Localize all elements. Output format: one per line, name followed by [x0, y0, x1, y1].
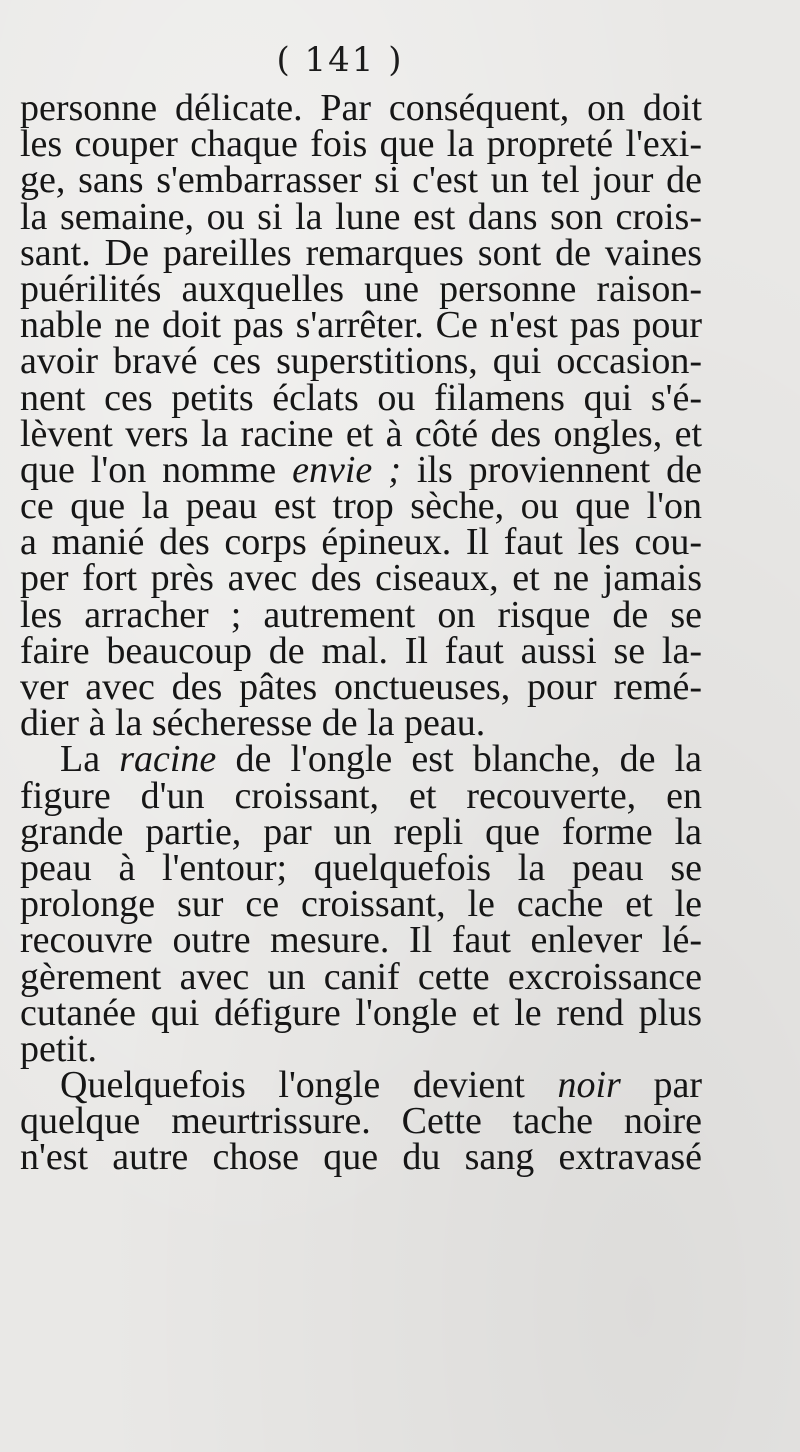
text-line — [20, 376, 702, 419]
italic-word: racine — [119, 738, 217, 781]
text-segment: recouvre outre mesure. Il faut enlever lé- — [20, 919, 702, 962]
text-line — [20, 738, 702, 781]
text-line — [20, 1027, 702, 1070]
text-segment: petit. — [20, 1027, 98, 1070]
text-line — [20, 159, 702, 202]
text-line — [20, 267, 702, 310]
text-segment: peau à l'entour; quelquefois la peau se — [20, 846, 702, 889]
text-segment: gèrement avec un canif cette excroissance — [20, 955, 702, 998]
text-segment: personne délicate. Par conséquent, on doit — [20, 87, 702, 129]
text-segment: dier à la sécheresse de la peau. — [20, 702, 486, 745]
text-line — [20, 593, 702, 636]
text-segment: par — [620, 1064, 702, 1107]
text-segment: nent ces petits éclats ou filamens qui s'é- — [20, 376, 702, 419]
text-line — [20, 123, 702, 166]
text-segment: La — [60, 738, 120, 781]
text-segment: ge, sans s'embarrasser si c'est un tel jour de — [20, 159, 702, 202]
text-segment: de l'ongle est blanche, de la — [216, 738, 702, 781]
text-line — [20, 87, 702, 129]
text-segment: les couper chaque fois que la propreté l'exi- — [20, 123, 702, 166]
text-line — [20, 557, 702, 600]
text-line — [20, 991, 702, 1034]
text-segment: que l'on nomme — [20, 448, 293, 491]
page-number: ( 141 ) — [276, 40, 404, 80]
text-line — [20, 702, 702, 745]
text-segment: puérilités auxquelles une personne raison- — [20, 267, 702, 310]
text-line — [20, 1064, 702, 1107]
text-line — [20, 340, 702, 383]
text-segment: avoir bravé ces superstitions, qui occasion- — [20, 340, 702, 383]
text-segment: n'est autre chose que du sang extravasé — [20, 1136, 702, 1179]
text-line — [20, 304, 702, 347]
text-line — [20, 521, 702, 564]
text-line — [20, 231, 702, 274]
text-segment: les arracher ; autrement on risque de se — [20, 593, 702, 636]
text-segment: Quelquefois l'ongle devient — [60, 1064, 558, 1107]
text-segment: la semaine, ou si la lune est dans son crois- — [20, 195, 702, 238]
text-line — [20, 412, 702, 455]
text-segment: quelque meurtrissure. Cette tache noire — [20, 1100, 702, 1143]
text-line — [20, 846, 702, 889]
text-segment: sant. De pareilles remarques sont de vaines — [20, 231, 702, 274]
text-line — [20, 448, 702, 491]
text-segment: cutanée qui défigure l'ongle et le rend plus — [20, 991, 702, 1034]
text-segment: per fort près avec des ciseaux, et ne jamais — [20, 557, 702, 600]
text-segment: ver avec des pâtes onctueuses, pour remé- — [20, 666, 702, 708]
text-line — [20, 810, 702, 853]
text-line — [20, 485, 702, 528]
text-segment: a manié des corps épineux. Il faut les cou- — [20, 521, 702, 564]
text-segment: grande partie, par un repli que forme la — [20, 810, 702, 853]
text-line — [20, 1136, 702, 1179]
italic-word: envie ; — [292, 448, 401, 491]
text-segment: prolonge sur ce croissant, le cache et le — [20, 883, 702, 926]
text-line — [20, 629, 702, 672]
text-line — [20, 774, 702, 817]
body-text — [20, 87, 702, 1179]
text-line — [20, 1100, 702, 1143]
italic-word: noir — [557, 1064, 621, 1107]
text-segment: ils proviennent de — [400, 448, 702, 491]
text-segment: ce que la peau est trop sèche, ou que l'on — [20, 485, 702, 528]
text-line — [20, 883, 702, 926]
text-segment: faire beaucoup de mal. Il faut aussi se la- — [20, 629, 702, 672]
text-segment: nable ne doit pas s'arrêter. Ce n'est pas pour — [20, 304, 702, 347]
text-segment: lèvent vers la racine et à côté des ongles, et — [20, 412, 702, 455]
text-line — [20, 955, 702, 998]
text-line — [20, 919, 702, 962]
text-segment: figure d'un croissant, et recouverte, en — [20, 774, 702, 817]
text-line — [20, 666, 702, 708]
text-line — [20, 195, 702, 238]
